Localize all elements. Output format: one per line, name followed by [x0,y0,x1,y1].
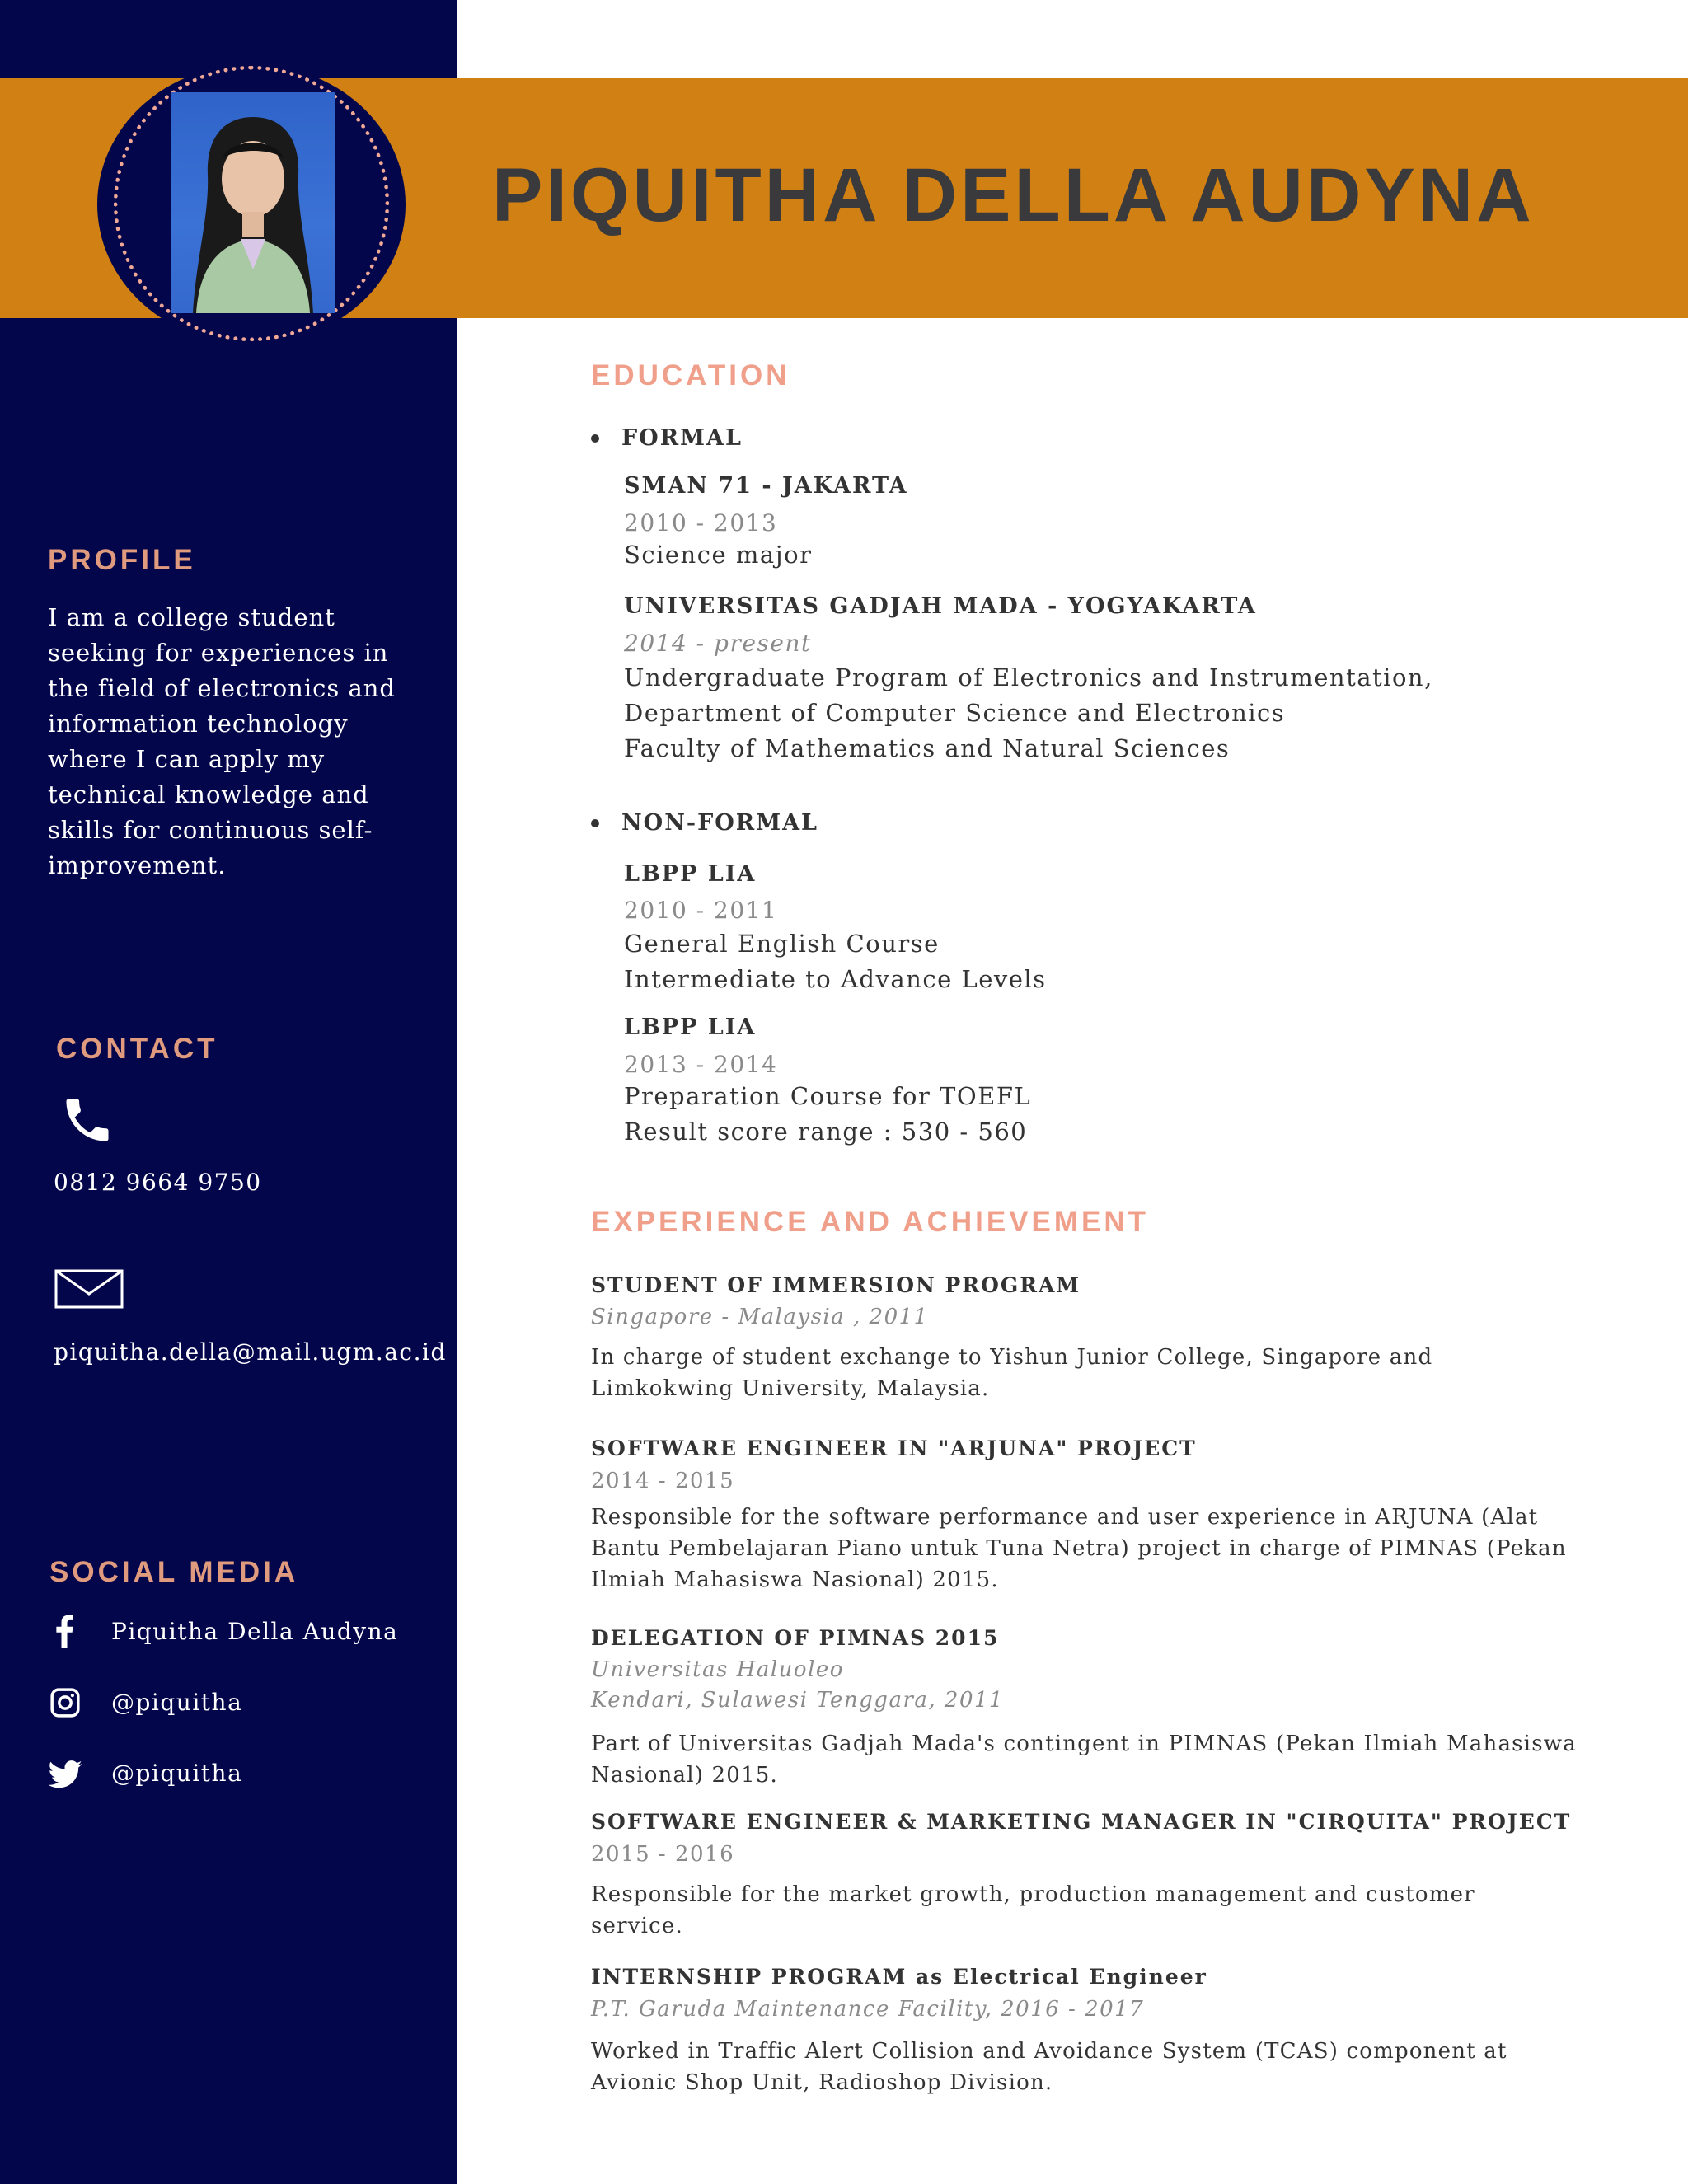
education-line: Result score range : 530 - 560 [624,1118,1028,1146]
experience-text [591,1728,1577,1791]
experience-line: Avionic Shop Unit, Radioshop Division. [591,2070,1053,2095]
education-line: Faculty of Mathematics and Natural Sciences [624,734,1231,762]
experience-heading: EXPERIENCE AND ACHIEVEMENT [591,1206,1150,1238]
profile-line: the field of electronics and [48,674,396,702]
experience-title: SOFTWARE ENGINEER IN "ARJUNA" PROJECT [591,1436,1197,1460]
education-entry-title: UNIVERSITAS GADJAH MADA - YOGYAKARTA [624,593,1257,619]
twitter-handle[interactable]: @piquitha [111,1760,243,1787]
twitter-icon[interactable] [48,1760,82,1792]
experience-line: Ilmiah Mahasiswa Nasional) 2015. [591,1568,999,1592]
experience-line: Limkokwing University, Malaysia. [591,1376,990,1401]
experience-meta-line: Kendari, Sulawesi Tenggara, 2011 [591,1688,1005,1713]
profile-line: technical knowledge and [48,780,369,808]
experience-line: Worked in Traffic Alert Collision and Avoidance System (TCAS) component at [591,2039,1507,2064]
profile-line: improvement. [48,851,227,879]
phone-icon [59,1092,115,1151]
education-entry-text [624,926,1047,997]
experience-title: STUDENT OF IMMERSION PROGRAM [591,1273,1081,1297]
experience-line: service. [591,1914,683,1938]
experience-meta-line: Universitas Haluoleo [591,1657,844,1682]
experience-text [591,1879,1475,1942]
phone-number[interactable]: 0812 9664 9750 [54,1169,262,1196]
experience-line: Nasional) 2015. [591,1763,778,1788]
experience-title: INTERNSHIP PROGRAM as Electrical Engineer [591,1965,1207,1989]
education-entry-title: LBPP LIA [624,1015,757,1040]
formal-heading: FORMAL [621,425,743,451]
experience-line: In charge of student exchange to Yishun Junior College, Singapore and [591,1345,1433,1370]
experience-line: Bantu Pembelajaran Piano untuk Tuna Netra) project in charge of PIMNAS (Pekan [591,1536,1567,1561]
experience-meta: 2015 - 2016 [591,1842,735,1867]
social-heading: SOCIAL MEDIA [49,1556,299,1588]
education-entry-title: LBPP LIA [624,861,757,887]
experience-text [591,1342,1432,1404]
facebook-icon[interactable] [53,1614,76,1652]
profile-photo [171,92,335,313]
instagram-icon[interactable] [49,1687,81,1722]
experience-meta: 2014 - 2015 [591,1469,735,1493]
education-entry-title: SMAN 71 - JAKARTA [624,473,908,499]
education-entry-date: 2014 - present [624,630,812,657]
profile-line: I am a college student [48,603,335,631]
bullet [591,434,599,443]
education-entry-date: 2010 - 2011 [624,897,778,924]
experience-title: DELEGATION OF PIMNAS 2015 [591,1626,1000,1650]
profile-text [48,600,396,883]
education-line: General English Course [624,930,940,958]
contact-heading: CONTACT [56,1033,218,1065]
experience-line: Responsible for the market growth, production management and customer [591,1882,1475,1907]
experience-text [591,1502,1567,1596]
education-line: Undergraduate Program of Electronics and Instrumentation, [624,663,1433,691]
education-entry-text [624,1079,1031,1150]
instagram-handle[interactable]: @piquitha [111,1689,243,1716]
profile-line: information technology [48,710,349,738]
experience-meta: Singapore - Malaysia , 2011 [591,1305,929,1329]
education-entry-date: 2010 - 2013 [624,509,778,537]
email-address[interactable]: piquitha.della@mail.ugm.ac.id [54,1338,447,1366]
education-entry-text [624,660,1433,766]
education-line: Preparation Course for TOEFL [624,1082,1032,1110]
bullet [591,819,599,827]
facebook-name[interactable]: Piquitha Della Audyna [111,1618,399,1645]
education-line: Department of Computer Science and Electronics [624,699,1286,727]
experience-line: Responsible for the software performance and user experience in ARJUNA (Alat [591,1505,1539,1530]
profile-heading: PROFILE [48,544,196,576]
profile-line: where I can apply my [48,745,326,773]
candidate-name: PIQUITHA DELLA AUDYNA [492,153,1535,237]
education-entry-date: 2013 - 2014 [624,1051,778,1078]
experience-title: SOFTWARE ENGINEER & MARKETING MANAGER IN "CIRQUITA" PROJECT [591,1810,1572,1834]
nonformal-heading: NON-FORMAL [621,810,819,836]
experience-line: Part of Universitas Gadjah Mada's contingent in PIMNAS (Pekan Ilmiah Mahasiswa [591,1732,1577,1756]
experience-meta: P.T. Garuda Maintenance Facility, 2016 - 2017 [591,1997,1145,2022]
envelope-icon [54,1269,124,1312]
education-entry-text: Science major [624,541,813,569]
education-line: Intermediate to Advance Levels [624,965,1047,993]
profile-line: skills for continuous self- [48,816,373,844]
education-heading: EDUCATION [591,359,790,391]
experience-text [591,2036,1507,2098]
profile-line: seeking for experiences in [48,639,389,667]
experience-meta [591,1655,1004,1716]
